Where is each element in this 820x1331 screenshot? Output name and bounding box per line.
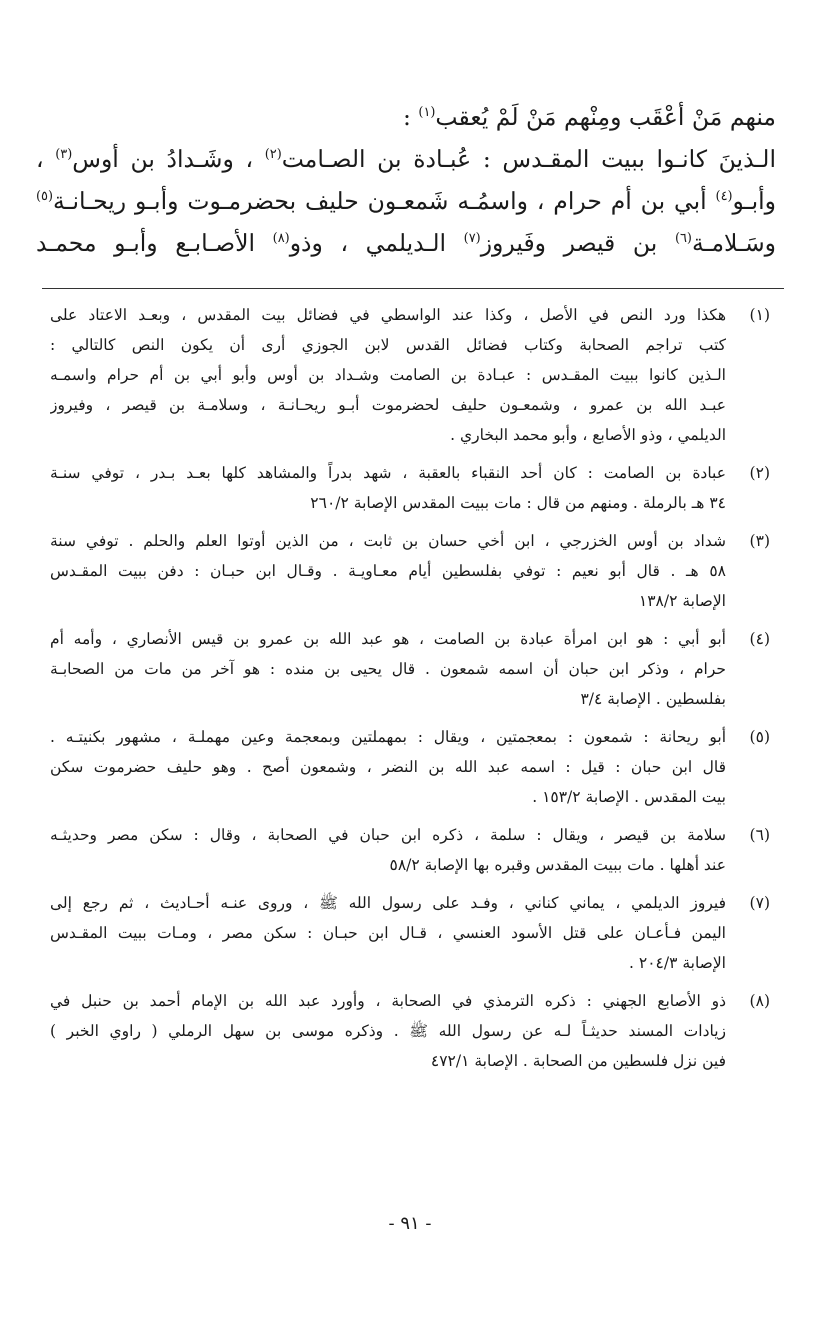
footnote-divider bbox=[42, 288, 784, 289]
footnote-line: هكذا ورد النص في الأصل ، وكذا عند الواسطي في فضائل بيت المقدس ، وبعـد الاعتاد على bbox=[50, 306, 726, 324]
footnote-line: قال ابن حبان : قيل : اسمه عبد الله بن النضر ، وشمعون أصح . وهو حليف حضرموت سكن bbox=[50, 758, 726, 776]
footnote-line: الـذين كانوا ببيت المقـدس : عبـادة بن الصامت وشـداد بن أوس وأبو أبي بن أم حرام واسمـه bbox=[50, 366, 726, 384]
footnote-line: الإصابة ٢٠٤/٣ . bbox=[629, 954, 726, 972]
footnote-body bbox=[50, 300, 726, 450]
footnote-number: (٧) bbox=[749, 894, 770, 912]
footnote-line: كتب تراجم الصحابة وكتاب فضائل القدس لابن الجوزي أرى أن يكون النص كالتالي : bbox=[50, 336, 726, 354]
footnote-ref: (٣) bbox=[55, 147, 73, 163]
footnote-line: اليمن فـأعـان على قتل الأسود العنسي ، قـال ابن حبـان : سكن مصر ، ومـات ببيت المقـدس bbox=[50, 924, 726, 942]
main-text bbox=[36, 96, 776, 264]
footnote-line: ذو الأصابع الجهني : ذكره الترمذي في الصحابة ، وأورد عبد الله بن الإمام أحمد بن حنبل في bbox=[50, 992, 726, 1010]
footnote-ref: (٦) bbox=[674, 231, 692, 247]
footnote-body bbox=[50, 820, 726, 880]
footnote-line: ٣٤ هـ بالرملة . ومنهم من قال : مات ببيت المقدس الإصابة ٢٦٠/٢ bbox=[310, 494, 726, 512]
footnote bbox=[50, 820, 770, 880]
footnote-line: ٥٨ هـ . قال أبو نعيم : توفي بفلسطين أيام معـاويـة . وقـال ابن حبـان : دفن ببيت المقـدس bbox=[50, 562, 726, 580]
footnote-ref: (٧) bbox=[463, 231, 481, 247]
footnote-body bbox=[50, 888, 726, 978]
footnote-number: (٢) bbox=[749, 464, 770, 482]
footnote-line: أبو أبي : هو ابن امرأة عبادة بن الصامت ، هو عبد الله بن عمرو بن قيس الأنصاري ، وأمه أم bbox=[50, 630, 726, 648]
footnote-body bbox=[50, 526, 726, 616]
footnote-ref: (١) bbox=[418, 105, 436, 121]
footnote-line: بفلسطين . الإصابة ٣/٤ bbox=[580, 690, 726, 708]
footnote-line: شداد بن أوس الخزرجي ، ابن أخي حسان بن ثابت ، من الذين أوتوا العلم والحلم . توفي سنة bbox=[50, 532, 726, 550]
footnote-number: (٣) bbox=[749, 532, 770, 550]
main-text-line: وسَـلامـة$^{(٦)}$ بن قيصر وفَيروز$^{(٧)}$ الـديلمي ، وذو$^{(٨)}$ الأصـابـع وأبـو محمـد bbox=[36, 229, 776, 257]
footnote-line: فين نزل فلسطين من الصحابة . الإصابة ٤٧٢/١ bbox=[430, 1052, 726, 1070]
footnotes bbox=[50, 300, 770, 1084]
footnote-number: (٥) bbox=[749, 728, 770, 746]
footnote-number: (٤) bbox=[749, 630, 770, 648]
footnote bbox=[50, 300, 770, 450]
footnote-ref: (٥) bbox=[36, 189, 54, 205]
footnote-ref: (٤) bbox=[715, 189, 733, 205]
footnote bbox=[50, 526, 770, 616]
footnote-line: أبو ريحانة : شمعون : بمعجمتين ، ويقال : بمهملتين وبمعجمة وعين مهملـة ، مشهور بكنيتـه . bbox=[50, 728, 726, 746]
main-text-line: منهم مَنْ أعْقَب ومِنْهم مَنْ لَمْ يُعقب$^{(١)}$ : bbox=[403, 103, 776, 131]
footnote-number: (٦) bbox=[749, 826, 770, 844]
footnote-line: الإصابة ١٣٨/٢ bbox=[638, 592, 726, 610]
footnote-line: الديلمي ، وذو الأصابع ، وأبو محمد البخاري . bbox=[450, 426, 726, 444]
footnote-line: بيت المقدس . الإصابة ١٥٣/٢ . bbox=[532, 788, 726, 806]
footnote-line: حرام ، وذكر ابن حبان أن اسمه شمعون . قال يحيى بن منده : هو آخر من مات من الصحابـة bbox=[50, 660, 726, 678]
page-number: - ٩١ - bbox=[388, 1213, 432, 1234]
footnote-line: زيادات المسند حديثـاً لـه عن رسول الله ﷺ . وذكره موسى بن سهل الرملي ( راوي الخبر ) bbox=[50, 1022, 726, 1040]
footnote-line: عبادة بن الصامت : كان أحد النقباء بالعقبة ، شهد بدراً والمشاهد كلها بعـد بـدر ، توفي سنـة bbox=[50, 464, 726, 482]
footnote-body bbox=[50, 722, 726, 812]
main-text-line: الـذينَ كانـوا ببيت المقـدس : عُبـادة بن الصـامت$^{(٢)}$ ، وشَـدادُ بن أوس$^{(٣)}$ ، bbox=[36, 145, 776, 173]
footnote-body bbox=[50, 458, 726, 518]
footnote-body bbox=[50, 986, 726, 1076]
footnote-ref: (٨) bbox=[272, 231, 290, 247]
footnote-ref: (٢) bbox=[264, 147, 282, 163]
footnote bbox=[50, 624, 770, 714]
footnote-number: (١) bbox=[749, 306, 770, 324]
footnote bbox=[50, 722, 770, 812]
footnote-number: (٨) bbox=[749, 992, 770, 1010]
footnote bbox=[50, 986, 770, 1076]
footnote-line: عبـد الله بن عمرو ، وشمعـون حليف لحضرموت أبـو ريحـانـة ، وسلامـة بن قيصر ، وفيروز bbox=[50, 396, 726, 414]
footnote-line: فيروز الديلمي ، يماني كناني ، وفـد على رسول الله ﷺ ، وروى عنـه أحـاديث ، ثم رجع إلى bbox=[50, 894, 726, 912]
footnote bbox=[50, 458, 770, 518]
footnote-body bbox=[50, 624, 726, 714]
footnote-line: عند أهلها . مات ببيت المقدس وقبره بها الإصابة ٥٨/٢ bbox=[389, 856, 726, 874]
footnote-line: سلامة بن قيصر ، ويقال : سلمة ، ذكره ابن حبان في الصحابة ، وقال : سكن مصر وحديثـه bbox=[50, 826, 726, 844]
footnote bbox=[50, 888, 770, 978]
main-text-line: وأبـو$^{(٤)}$ أبي بن أم حرام ، واسمُـه شَمعـون حليف بحضرمـوت وأبـو ريحـانـة$^{(٥)}$ bbox=[36, 187, 776, 215]
